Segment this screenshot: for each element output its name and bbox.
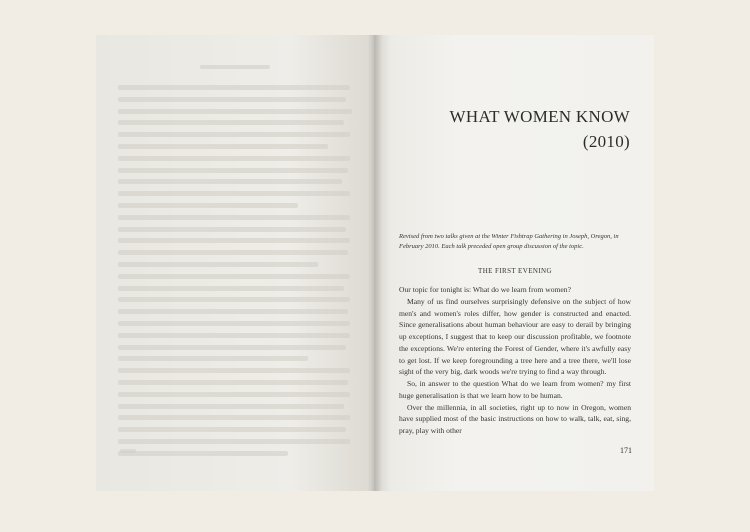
ghost-text-line [118,191,350,196]
ghost-text-line [118,415,350,420]
chapter-title [450,105,630,154]
ghost-text-line [118,156,350,161]
ghost-text-line [118,380,348,385]
ghost-text-line [118,168,348,173]
ghost-text-line [118,368,350,373]
page-number: 171 [620,446,632,455]
epigraph: Revised from two talks given at the Winter Fishtrap Gathering in Joseph, Oregon, in February 2010. Each talk preceded open group discussion of the topic. [399,233,619,251]
ghost-text-line [118,309,348,314]
ghost-text-line [118,179,342,184]
ghost-text-line [118,451,288,456]
ghost-text-line [118,439,350,444]
ghost-page-number [120,449,136,453]
ghost-running-head [200,65,270,69]
right-page [374,35,654,491]
paragraph: Many of us find ourselves surprisingly defensive on the subject of how men's and women's roles differ, how gender is constructed and enacted. Since generalisations about human behaviour are easy to derail by bringing up exceptions, I suggest that to keep our discussion profitable, we footnote the exceptions. We're entering the Forest of Gender, where it's awfully easy to get lost. If we keep foregrounding a tree here and a tree there, we'll lose sight of the very big, dark woods we're trying to find a way through. [399,296,631,377]
chapter-title-year: (2010) [582,131,630,151]
ghost-text-line [118,250,348,255]
ghost-text-line [118,356,308,361]
ghost-text-line [118,321,350,326]
ghost-text-line [118,404,344,409]
ghost-text-line [118,286,344,291]
paragraph: Our topic for tonight is: What do we learn from women? [399,285,571,294]
chapter-title-line1: WHAT WOMEN KNOW [449,107,630,126]
left-page [96,35,374,491]
open-book [96,35,654,491]
ghost-text-line [118,97,346,102]
ghost-text-line [118,120,344,125]
ghost-text-line [118,144,328,149]
book-gutter [368,35,382,491]
ghost-text-line [118,297,350,302]
ghost-text-line [118,427,346,432]
paragraph: Over the millennia, in all societies, right up to now in Oregon, women have supplied most of the basic instructions on how to walk, talk, eat, sing, pray, play with other [399,402,631,436]
paragraph: So, in answer to the question What do we learn from women? my first huge generalisation is that we learn how to be human. [399,379,631,400]
ghost-text-line [118,262,318,267]
ghost-text-line [118,274,350,279]
ghost-text-line [118,109,352,114]
ghost-text-line [118,215,350,220]
ghost-text-line [118,392,350,397]
ghost-text-line [118,132,350,137]
body-text [399,284,631,437]
ghost-text-line [118,85,350,90]
ghost-text-line [118,238,350,243]
ghost-text-line [118,227,346,232]
ghost-text-line [118,203,298,208]
ghost-text-line [118,333,350,338]
ghost-text-line [118,345,346,350]
section-heading: THE FIRST EVENING [478,267,552,275]
